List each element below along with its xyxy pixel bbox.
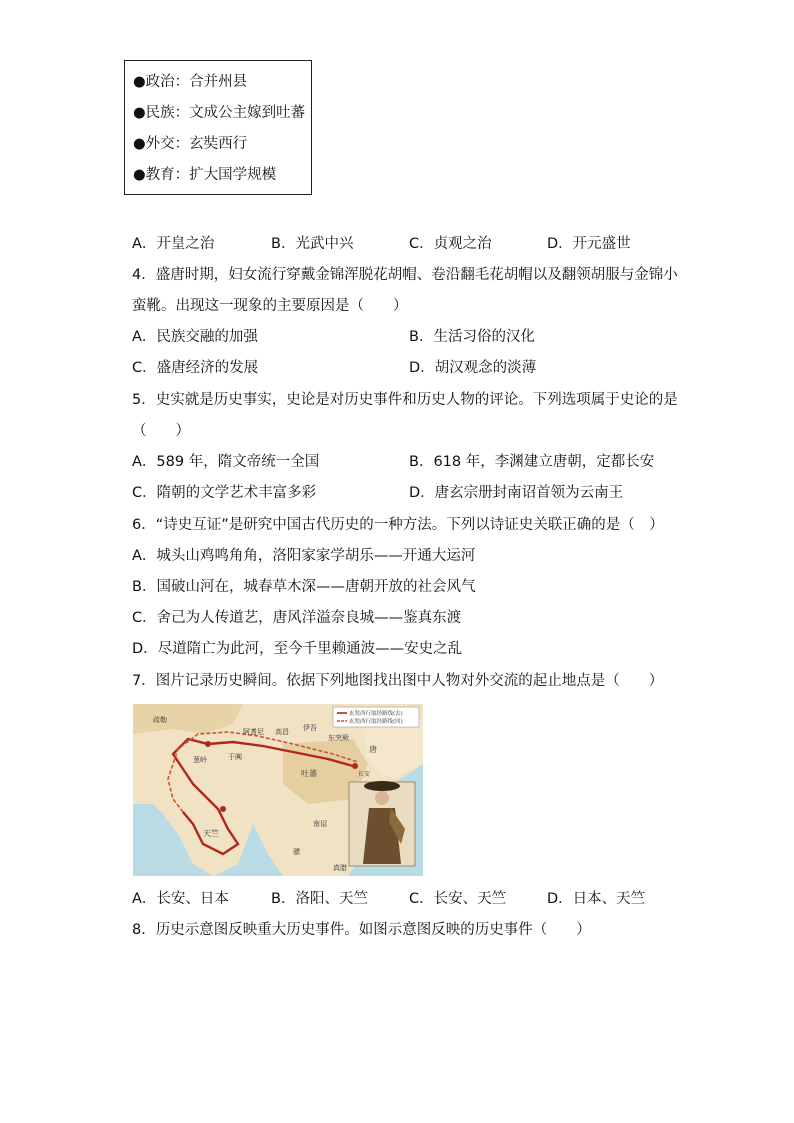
- q5-option-c[interactable]: C．隋朝的文学艺术丰富多彩: [132, 485, 317, 501]
- q7-option-a[interactable]: A．长安、日本: [132, 891, 229, 907]
- q4-option-a[interactable]: A．民族交融的加强: [132, 329, 258, 345]
- q6-option-a[interactable]: A．城头山鸡鸣角角，洛阳家家学胡乐——开通大运河: [132, 548, 476, 564]
- stop-kashgar: [205, 741, 211, 747]
- summary-line-education: ●教育：扩大国学规模: [133, 167, 277, 183]
- stop-tianzhu: [220, 806, 226, 812]
- q6-stem: 6．“诗史互证”是研究中国古代历史的一种方法。下列以诗证史关联正确的是（ ）: [132, 517, 664, 533]
- label-yutian: 于阗: [228, 753, 242, 761]
- label-tubo: 吐蕃: [301, 769, 317, 778]
- q7-option-c[interactable]: C．长安、天竺: [409, 891, 507, 907]
- map-graphic: [133, 704, 423, 876]
- q5-stem-line2: （ ）: [132, 423, 190, 439]
- label-nanzhao: 南诏: [313, 820, 327, 828]
- q3-option-c[interactable]: C．贞观之治: [409, 236, 492, 252]
- label-congling: 葱岭: [193, 756, 207, 764]
- label-east-turks: 东突厥: [328, 734, 349, 742]
- summary-line-politics: ●政治：合并州县: [133, 74, 248, 90]
- portrait-head: [375, 791, 389, 805]
- q6-option-d[interactable]: D．尽道隋亡为此河，至今千里赖通波——安史之乱: [132, 641, 463, 657]
- q4-stem-line2: 蛮靴。出现这一现象的主要原因是（ ）: [132, 298, 408, 314]
- q7-stem: 7．图片记录历史瞬间。依据下列地图找出图中人物对外交流的起止地点是（ ）: [132, 673, 664, 689]
- q3-option-a[interactable]: A．开皇之治: [132, 236, 215, 252]
- label-changan: 长安: [358, 771, 371, 778]
- q4-stem-line1: 4．盛唐时期，妇女流行穿戴金锦浑脱花胡帽、卷沿翻毛花胡帽以及翻领胡服与金锦小: [132, 267, 678, 283]
- legend-return-text: 玄奘西行取经路线(回): [349, 719, 403, 725]
- q7-option-b[interactable]: B．洛阳、天竺: [271, 891, 368, 907]
- label-agni: 阿耆尼: [243, 728, 264, 736]
- portrait-hat: [364, 781, 400, 791]
- q5-option-a[interactable]: A．589 年，隋文帝统一全国: [132, 454, 320, 470]
- q5-stem-line1: 5．史实就是历史事实，史论是对历史事件和历史人物的评论。下列选项属于史论的是: [132, 392, 678, 408]
- q4-option-d[interactable]: D．胡汉观念的淡薄: [409, 360, 537, 376]
- q6-option-c[interactable]: C．舍己为人传道艺，唐风洋溢奈良城——鉴真东渡: [132, 610, 462, 626]
- q4-option-c[interactable]: C．盛唐经济的发展: [132, 360, 259, 376]
- summary-line-diplomacy: ●外交：玄奘西行: [133, 136, 248, 152]
- q6-option-b[interactable]: B．国破山河在，城春草木深——唐朝开放的社会风气: [132, 579, 476, 595]
- q3-option-b[interactable]: B．光武中兴: [271, 236, 354, 252]
- q8-stem: 8．历史示意图反映重大历史事件。如图示意图反映的历史事件（ ）: [132, 922, 591, 938]
- q5-option-d[interactable]: D．唐玄宗册封南诏首领为云南王: [409, 485, 624, 501]
- label-shule: 疏勒: [153, 716, 167, 724]
- q5-option-b[interactable]: B．618 年，李渊建立唐朝，定都长安: [409, 454, 655, 470]
- label-zhenla: 真腊: [333, 864, 347, 872]
- label-tianzhu: 天竺: [203, 829, 219, 838]
- label-piao: 骠: [293, 848, 300, 856]
- summary-box: [124, 60, 312, 195]
- summary-line-ethnic: ●民族：文成公主嫁到吐蕃: [133, 105, 306, 121]
- stop-changan: [352, 763, 358, 769]
- label-yiwu: 伊吾: [303, 724, 317, 732]
- q7-option-d[interactable]: D．日本、天竺: [547, 891, 646, 907]
- xuanzang-route-map: [133, 704, 423, 876]
- label-tang: 唐: [369, 745, 377, 754]
- legend-going-text: 玄奘西行取经路线(去): [349, 711, 403, 717]
- label-gaochang: 高昌: [275, 728, 289, 736]
- q4-option-b[interactable]: B．生活习俗的汉化: [409, 329, 535, 345]
- q3-option-d[interactable]: D．开元盛世: [547, 236, 631, 252]
